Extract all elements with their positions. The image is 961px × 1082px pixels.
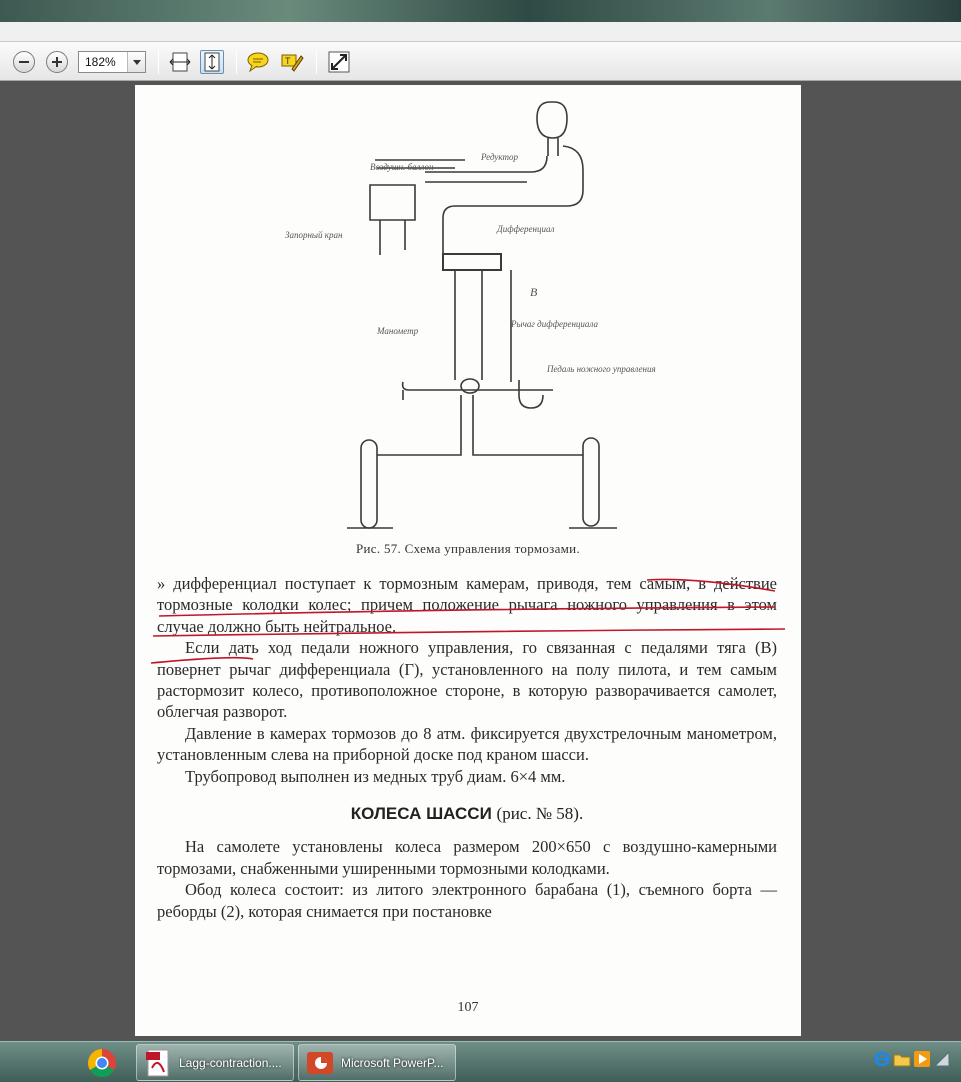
system-tray [871,1042,961,1082]
label-regulator: Редуктор [481,152,518,162]
taskbar-app-label: Lagg-contraction.... [179,1055,282,1070]
label-manometer: Манометр [377,326,419,336]
zoom-select[interactable] [78,51,146,73]
pdf-file-icon [143,1048,173,1078]
fit-page-button[interactable] [200,50,224,74]
comment-button[interactable] [246,50,270,74]
section-heading-ref: (рис. № 58). [496,804,584,824]
pdf-page [135,85,801,1036]
zoom-value: 182% [85,55,116,69]
taskbar-app-pdf[interactable] [136,1044,294,1081]
paragraph: Давление в камерах тормозов до 8 атм. фиксируется двухстрелочным манометром, установленным слева на приборной доске под краном шасси. [157,723,777,765]
paragraph: Если дать ход педали ножного управления, го связанная с педалями тяга (В) повернет рычаг дифференциала (Г), установленного на полу пилота, и тем самым растормозит колесо, противоположное стороне, в которую разворачивается самолет, облегчая разворот. [157,638,777,722]
folder-icon[interactable] [893,1050,911,1068]
plus-icon [46,51,68,73]
full-screen-button[interactable] [327,50,351,74]
paragraph: » дифференциал поступает к тормозным камерам, приводя, тем самым, в действие тормозные колодки колес; причем положение рычага ножного управления в этом случае должно быть нейтральное. [157,574,777,636]
fit-page-icon [201,51,223,73]
paragraph: На самолете установлены колеса размером 200×650 с воздушно-камерными тормозами, снабженными уширенными тормозными колодками. [157,837,777,878]
window-title-bar [0,0,961,22]
paragraph: Обод колеса состоит: из литого электронного барабана (1), съемного борта — реборды (2), которая снимается при постановке [157,880,777,921]
network-icon[interactable] [933,1050,951,1068]
pen-icon [280,51,304,73]
highlight-text-button[interactable] [280,50,304,74]
label-lever: Рычаг дифференциала [511,319,598,329]
section-heading-title: КОЛЕСА ШАССИ [350,804,492,824]
start-button[interactable] [0,1042,70,1082]
toolbar [0,42,961,81]
fit-width-button[interactable] [168,50,192,74]
document-viewer[interactable] [0,81,961,1041]
media-player-icon[interactable] [913,1050,931,1068]
ie-icon[interactable] [873,1050,891,1068]
label-diff: Дифференциал [497,224,555,234]
label-bottle: Воздушн. баллон [370,162,434,172]
powerpoint-icon [305,1048,335,1078]
chevron-down-icon[interactable] [127,52,145,72]
chrome-taskbar-button[interactable] [86,1047,118,1079]
figure-caption: Рис. 57. Схема управления тормозами. [355,541,580,556]
minus-icon [13,51,35,73]
speech-bubble-icon [246,51,270,73]
toolbar-separator [158,50,159,74]
brake-schematic-figure [265,90,665,540]
svg-text:T: T [285,56,291,66]
expand-icon [328,51,350,73]
label-b: В [530,285,538,299]
taskbar [0,1041,961,1082]
page-number: 107 [457,1000,479,1015]
label-valve: Запорный кран [285,230,343,240]
zoom-out-button[interactable] [12,50,36,74]
fit-width-icon [169,51,191,73]
taskbar-app-powerpoint[interactable] [298,1044,456,1081]
chrome-icon [87,1048,117,1078]
zoom-in-button[interactable] [45,50,69,74]
toolbar-separator [236,50,237,74]
label-pedal: Педаль ножного управления [547,364,656,374]
section-heading [157,803,777,824]
toolbar-separator [316,50,317,74]
taskbar-app-label: Microsoft PowerP... [341,1055,444,1070]
paragraph: Трубопровод выполнен из медных труб диам. 6×4 мм. [185,766,566,786]
page-body-text [157,573,777,922]
menu-strip [0,22,961,42]
